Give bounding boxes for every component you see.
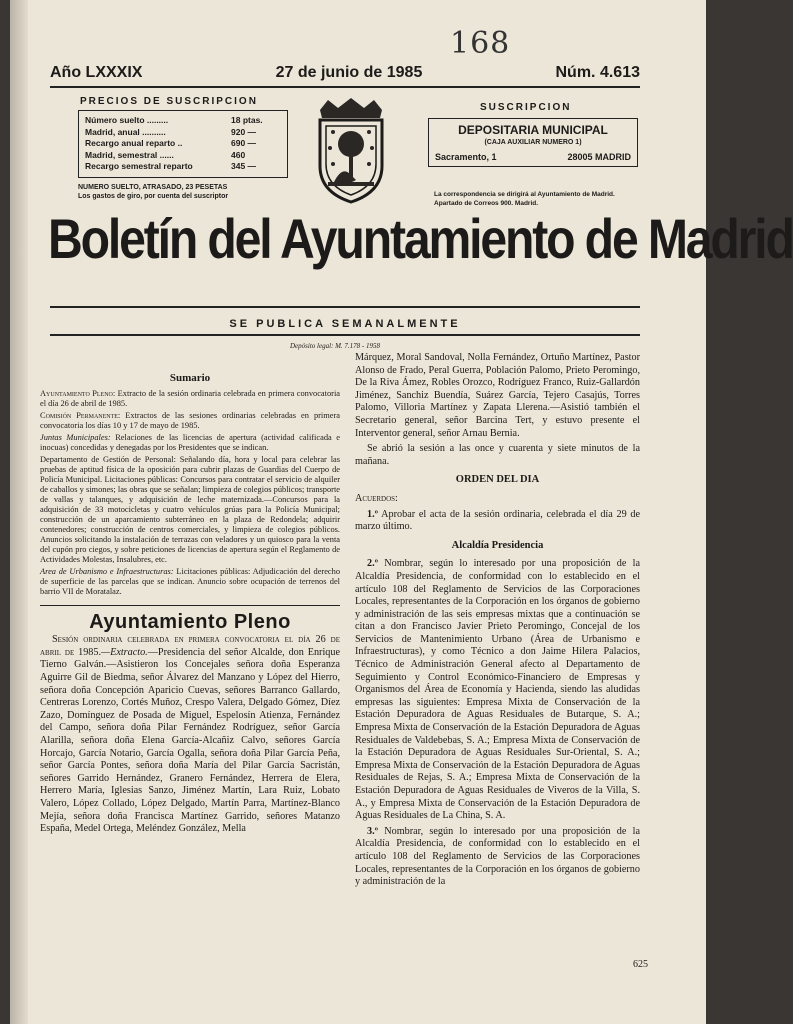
agreement-1: 1.º Aprobar el acta de la sesión ordinaria, celebrada el día 29 de marzo último. — [355, 508, 641, 533]
masthead-title: Boletín del Ayuntamiento de Madrid — [48, 207, 793, 270]
header-rule — [50, 86, 640, 88]
issue-number: Núm. 4.613 — [555, 64, 640, 81]
summary-item: Departamento de Gestión de Personal: Señalando día, hora y local para celebrar las pruebas de aptitud física de la oposición para cubrir plazas de Guardias del Cuerpo de Policía Municipal. Licitaciones públicas: Concursos para contratar el servicio de alquiler de caballos y simones; las obras que se señalan; limpieza de colegios públicos; transporte de vallas y talanques, y adquisición de leche maternizada.—Concursos para la adquisición de 33 motocicletas y cuatro vehículos grúas para la Policía Municipal; construcción de un aparcamiento subterráneo en la plaza de Redondela; adquirir contenedores; construcción de centros comerciales, y limpieza de colegios públicos. Anuncios solicitando la instalación de terrazas con veladores y un quiosco para la venta del cupón pro ciegos, y sobre peticiones de licencias de apertura según el Reglamento de Actividades Molestas, Insalubres, etc. — [40, 454, 341, 564]
prices-box — [78, 110, 288, 178]
summary-item: Ayuntamiento Pleno: Extracto de la sesión ordinaria celebrada en primera convocatoria el día 26 de abril de 1985. — [40, 388, 340, 408]
issue-header — [50, 64, 640, 82]
summary-title: Sumario — [169, 372, 211, 384]
office-box: DEPOSITARIA MUNICIPAL (CAJA AUXILIAR NUMERO 1) Sacramento, 1 28005 MADRID — [428, 118, 638, 167]
right-column — [355, 352, 640, 892]
publication-frequency: SE PUBLICA SEMANALMENTE — [229, 318, 461, 330]
prices-note: NUMERO SUELTO, ATRASADO, 23 PESETAS Los gastos de giro, por cuenta del suscriptor — [78, 184, 229, 200]
summary — [40, 372, 340, 597]
prices-title: PRECIOS DE SUSCRIPCION — [80, 96, 258, 107]
madrid-coat-of-arms-icon — [306, 96, 396, 206]
price-row: Número suelto ......... 18 ptas. — [85, 115, 263, 125]
agenda-title: ORDEN DEL DIA — [455, 474, 540, 486]
price-row: Recargo anual reparto .. 690 — — [85, 138, 257, 148]
subtitle-rule — [50, 334, 640, 336]
legal-deposit: Depósito legal: M. 7.178 - 1958 — [290, 342, 381, 350]
summary-item: Juntas Municipales: Relaciones de las licencias de apertura (actividad calificada e inocuas) concedidas y denegadas por los Presidentes que se indican. — [40, 432, 341, 452]
attendees-continued: Márquez, Moral Sandoval, Nolla Fernández, Ortuño Martínez, Pastor Alonso de Frado, Peral Guerra, Población Palomo, Prieto Peromingo, De la Riva Ámez, Robles Orozco, Rodríguez Franco, Ruiz-Gallardón Jiménez, Sanchiz Buendía, Suárez García, Tejero Casajús, Torres Palomo, Villoria Martínez y Zapata Llerena.—Asistió también el Secretario general, señor Barcina Tert, y estuvo presente el Interventor general, señor Arnau Bernia. — [355, 352, 640, 439]
agreement-3: 3.º Nombrar, según lo interesado por una proposición de la Alcaldía Presidencia, de conformidad con lo establecido en el artículo 108 del Reglamento de Servicios de las Corporaciones Locales, representantes de la Corporación en los órganos de gobierno y administración de la — [355, 825, 640, 888]
mayoralty-title: Alcaldía Presidencia — [451, 539, 544, 551]
left-column — [40, 372, 340, 836]
summary-item: Area de Urbanismo e Infraestructuras: Licitaciones públicas: Adjudicación del derecho de superficie de las parcelas que se indican. Anuncio sobre ocupación de terrenos del barrio VII de Moratalaz. — [40, 566, 341, 596]
session-opening: Se abrió la sesión a las once y cuarenta y siete minutos de la mañana. — [355, 443, 640, 467]
document-page — [10, 0, 793, 1024]
agreement-2: 2.º Nombrar, según lo interesado por una proposición de la Alcaldía Presidencia, de conformidad con lo establecido en el artículo 108 del Reglamento de Servicios de las Corporaciones Locales, representantes de la Corporación en los órganos de gobierno y administración de las seis empresas mixtas que a continuación se citan a don Francisco Javier Prieto Peromingo, Concejal de los Servicios de Mantenimiento Urbano (Área de Urbanismo e Infraestructuras), y como Técnico a don Jaime Hilera Palacios, Técnico de Administración General afecto al Departamento de Seguimiento y Control Económico-Financiero de Empresas y Organismos del Área de Economía y Hacienda, siendo las aludidas empresas las siguientes: Empresa Mixta de Conservación de la Estación Depuradora de Aguas Residuales de Butarque, S. A.; Empresa Mixta de Conservación de la Estación Depuradora de Aguas Residuales de Valdebebas, S. A.; Empresa Mixta de Conservación de la Estación Depuradora de Aguas Residuales Sur-Oriental, S. A.; Empresa Mixta de Conservación de la Estación Depuradora de Aguas Residuales de Rejas, S. A.; Empresa Mixta de Conservación de la Estación Depuradora de Aguas Residuales de Viveros de la Villa, S. A., y Empresa Mixta de Conservación de la Estación Depuradora de Aguas Residuales de La China, S. A. — [355, 558, 640, 822]
price-row: Recargo semestral reparto 345 — — [85, 161, 257, 171]
masthead-rule — [50, 306, 640, 308]
binding-spine — [10, 0, 28, 1024]
page-number: 625 — [633, 959, 648, 970]
correspondence-note: La correspondencia se dirigirá al Ayuntamiento de Madrid. Apartado de Correos 900. Madrid. — [434, 191, 615, 207]
summary-item: Comisión Permanente: Extractos de las sesiones ordinarias celebradas en primera convocatoria los días 10 y 17 de mayo de 1985. — [40, 410, 340, 430]
pleno-title: Ayuntamiento Pleno — [89, 610, 291, 633]
office-title: SUSCRIPCION — [480, 102, 572, 113]
pleno-body: Sesión ordinaria celebrada en primera convocatoria el día 26 de abril de 1985.—Extracto.—Presidencia del señor Alcalde, don Enrique Tierno Galván.—Asistieron los Concejales señora doña Esperanza Aguirre Gil de Biedma, señor Álvarez del Manzano y López del Hierro, señora doña Concepción Aparicio Cuevas, señores Barranco Gallardo, Centreras Lorenzo, Cortés Muñoz, Crespo Valera, Delgado Gómez, Díez Zazo, Domínguez de Posada de Miguel, Espelosín Atienza, Fernández del Campo, señora doña Pilar Fernández Rodríguez, señor García Alarilla, señora doña Elena García-Alcañiz Calvo, señores García Horcajo, García Notario, García Ogalla, señora doña Pilar García Peña, señor García Pontes, señora doña María del Pilar García Sacristán, señores Garrido Hernández, Granero Fernández, Herrera de Elera, Herrero María, Iglesias Sanzo, Jiménez Martín, Lara Ruiz, Lobato Valero, López Collado, López Delgado, Martín Parra, Martínez-Blanco Mejía, señora doña Francisca Martínez Garrido, señores Matanzo España, Medel Ortega, Meléndez González, Mella — [40, 634, 340, 835]
price-row: Madrid, semestral ...... 460 — [85, 149, 246, 160]
issue-year: Año LXXXIX — [50, 64, 143, 81]
price-row: Madrid, anual .......... 920 — — [85, 126, 257, 137]
section-separator — [40, 605, 340, 606]
issue-date: 27 de junio de 1985 — [275, 64, 423, 81]
handwritten-number: 168 — [450, 26, 511, 61]
agreements-label: Acuerdos: — [355, 492, 398, 504]
